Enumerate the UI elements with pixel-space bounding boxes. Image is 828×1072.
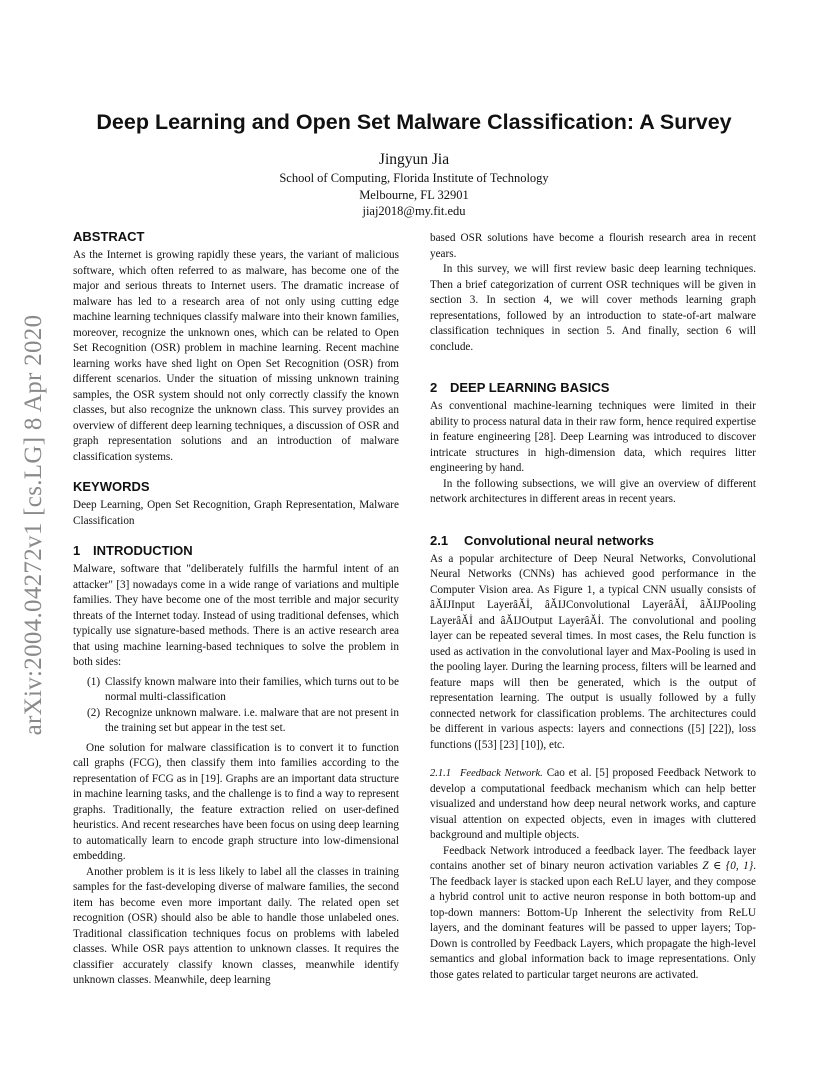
- section-title: DEEP LEARNING BASICS: [450, 380, 610, 395]
- feedback-text-a: Feedback Network introduced a feedback layer. The feedback layer contains another set of binary neuron activation variables: [430, 844, 756, 872]
- keywords-text: Deep Learning, Open Set Recognition, Graph Representation, Malware Classification: [73, 499, 399, 527]
- keywords-heading: KEYWORDS: [73, 479, 150, 494]
- abstract-heading: ABSTRACT: [73, 229, 145, 244]
- section-number: 1: [73, 543, 81, 558]
- subsection-number: 2.1: [430, 532, 449, 548]
- author-email: jiaj2018@my.fit.edu: [362, 204, 466, 218]
- intro-paragraph-2: One solution for malware classification is to convert it to function call graphs (FCG), then classify them into families according to the representation of FCG as in [19]. Graphs are an important data structure in machine learning tasks, and the challenge is to find a way to represent graphs. Traditionally, the feature extraction relied on user-defined heuristics. And recent researches have been focus on using deep learning to automatically learn to encode graph structure into low-dimensional embedding.: [73, 741, 399, 862]
- list-item: [73, 675, 399, 706]
- survey-outline-paragraph: In this survey, we will first review basic deep learning techniques. Then a brief categorization of current OSR techniques will be given in section 3. In section 4, we will cover methods learning graph representations, followed by an introduction to state-of-art malware classification techniques in section 5. And finally, section 6 will conclude.: [430, 263, 756, 353]
- subsubsection-title: Feedback Network.: [460, 768, 543, 779]
- feedback-network-paragraph-2: [430, 844, 756, 984]
- intro-paragraph-3: Another problem is it is less likely to label all the classes in training samples for the fast-developing diverse of malware families, the second item has become even more important daily. The related open set recognition (OSR) should also be able to handle those unlabeled ones. Traditional classification techniques focus on problems with labeled classes. While OSR pays attention to unknown classes. It requires the classifier accurately classify known classes, meanwhile identify unknown classes. Meanwhile, deep learning: [73, 865, 399, 986]
- subsubsection-number: 2.1.1: [430, 768, 451, 779]
- intro-continued-paragraph: based OSR solutions have become a flourish research area in recent years.: [430, 232, 756, 260]
- author-address: Melbourne, FL 32901: [359, 187, 469, 202]
- feedback-text-b: . The feedback layer is stacked upon each ReLU layer, and they compose a hybrid control unit to active neuron response in both bottom-up and top-down manners: Bottom-Up Inherent the selectivity from ReLU layers, and the dominant features will be passed to upper layers; Top-Down is controlled by Feedback Layers, which propagate the high-level semantics and global information back to image representations. Only those gates related to particular target neurons are activated.: [430, 860, 756, 981]
- introduction-heading: [73, 542, 399, 560]
- math-expression: Z ∈ {0, 1}: [702, 860, 754, 872]
- list-item: [73, 706, 399, 737]
- paper-title: Deep Learning and Open Set Malware Classification: A Survey: [96, 110, 732, 134]
- cnn-paragraph: As a popular architecture of Deep Neural Networks, Convolutional Neural Networks (CNNs) has achieved good performance in the Computer Vision area. As Figure 1, a typical CNN usually consists of âĂIJInput LayerâĂİ, âĂIJConvolutional LayerâĂİ, âĂIJPooling LayerâĂİ and âĂIJOutput LayerâĂİ. The convolutional and pooling layer can be repeated several times. In most cases, the Relu function is used as activation in the convolutional layer and Max-Pooling is used in the pooling layer. During the learning process, filters will be learned and feature maps will then be generated, which is the output of representation learning. The output is usually followed by a fully connected network for classification problems. The architectures could be different in various aspects: layers and connections ([5] [22]), loss functions ([53] [23] [10]), etc.: [430, 552, 756, 751]
- list-item-text: Classify known malware into their families, which turns out to be normal multi-classification: [105, 675, 399, 703]
- cnn-heading: [430, 532, 756, 550]
- list-item-text: Recognize unknown malware. i.e. malware that are not present in the training set but appear in the test set.: [105, 706, 399, 734]
- list-marker: (2): [87, 706, 101, 719]
- abstract-text: As the Internet is growing rapidly these years, the variant of malicious software, which often referred to as malware, has become one of the major and serious threats to Internet users. The dramatic increase of malware has led to a research area of not only using cutting edge machine learning techniques classify malware into their known families, moreover, recognize the unknown ones, which can be related to Open Set Recognition (OSR) problem in machine learning. Recent machine learning works have shed light on Open Set Recognition (OSR) from different scenarios. Under the situation of missing unknown training samples, the OSR system should not only correctly classify the known classes, but also recognize the unknown class. This survey provides an overview of different deep learning techniques, a discussion of OSR and graph representation solutions and an introduction of malware classification systems.: [73, 249, 399, 463]
- intro-paragraph-1: Malware, software that "deliberately fulfills the harmful intent of an attacker" [3] nowadays come in a wide range of variations and multiple families. They have become one of the most terrible and major security threats of the Internet today. Instead of using traditional defenses, which typically use signature-based methods. There is an active research area that using machine learning-based techniques to solve the problem in both sides:: [73, 563, 399, 668]
- deep-learning-basics-heading: [430, 379, 756, 397]
- arxiv-identifier: arXiv:2004.04272v1 [cs.LG] 8 Apr 2020: [20, 314, 47, 736]
- feedback-text: Cao et al. [5] proposed Feedback Network to develop a computational feedback mechanism which can help better visualized and understand how deep neural network works, and capture visual attention on expected objects, even in images with cluttered background and multiple objects.: [430, 767, 756, 841]
- author-name: Jingyun Jia: [378, 151, 450, 168]
- left-column: [73, 228, 399, 989]
- arxiv-stamp: [14, 290, 54, 760]
- author-affiliation: School of Computing, Florida Institute of Technology: [279, 171, 549, 185]
- dl-paragraph-1: As conventional machine-learning techniques were limited in their ability to process natural data in their raw form, hence required expertise in feature engineering [28]. Deep Learning was introduced to discover intricate structures in high-dimension data, which requires litter engineering by hand.: [430, 400, 756, 474]
- dl-paragraph-2: In the following subsections, we will give an overview of different network architectures in different areas in recent years.: [430, 477, 756, 505]
- feedback-network-paragraph-1: [430, 766, 756, 844]
- intro-list: [73, 675, 399, 737]
- subsection-title: Convolutional neural networks: [464, 532, 654, 548]
- section-title: INTRODUCTION: [93, 543, 193, 558]
- subsubsection-heading: [430, 768, 543, 779]
- author-block: [0, 150, 828, 220]
- list-marker: (1): [87, 675, 101, 688]
- section-number: 2: [430, 380, 438, 395]
- right-column: [430, 231, 756, 983]
